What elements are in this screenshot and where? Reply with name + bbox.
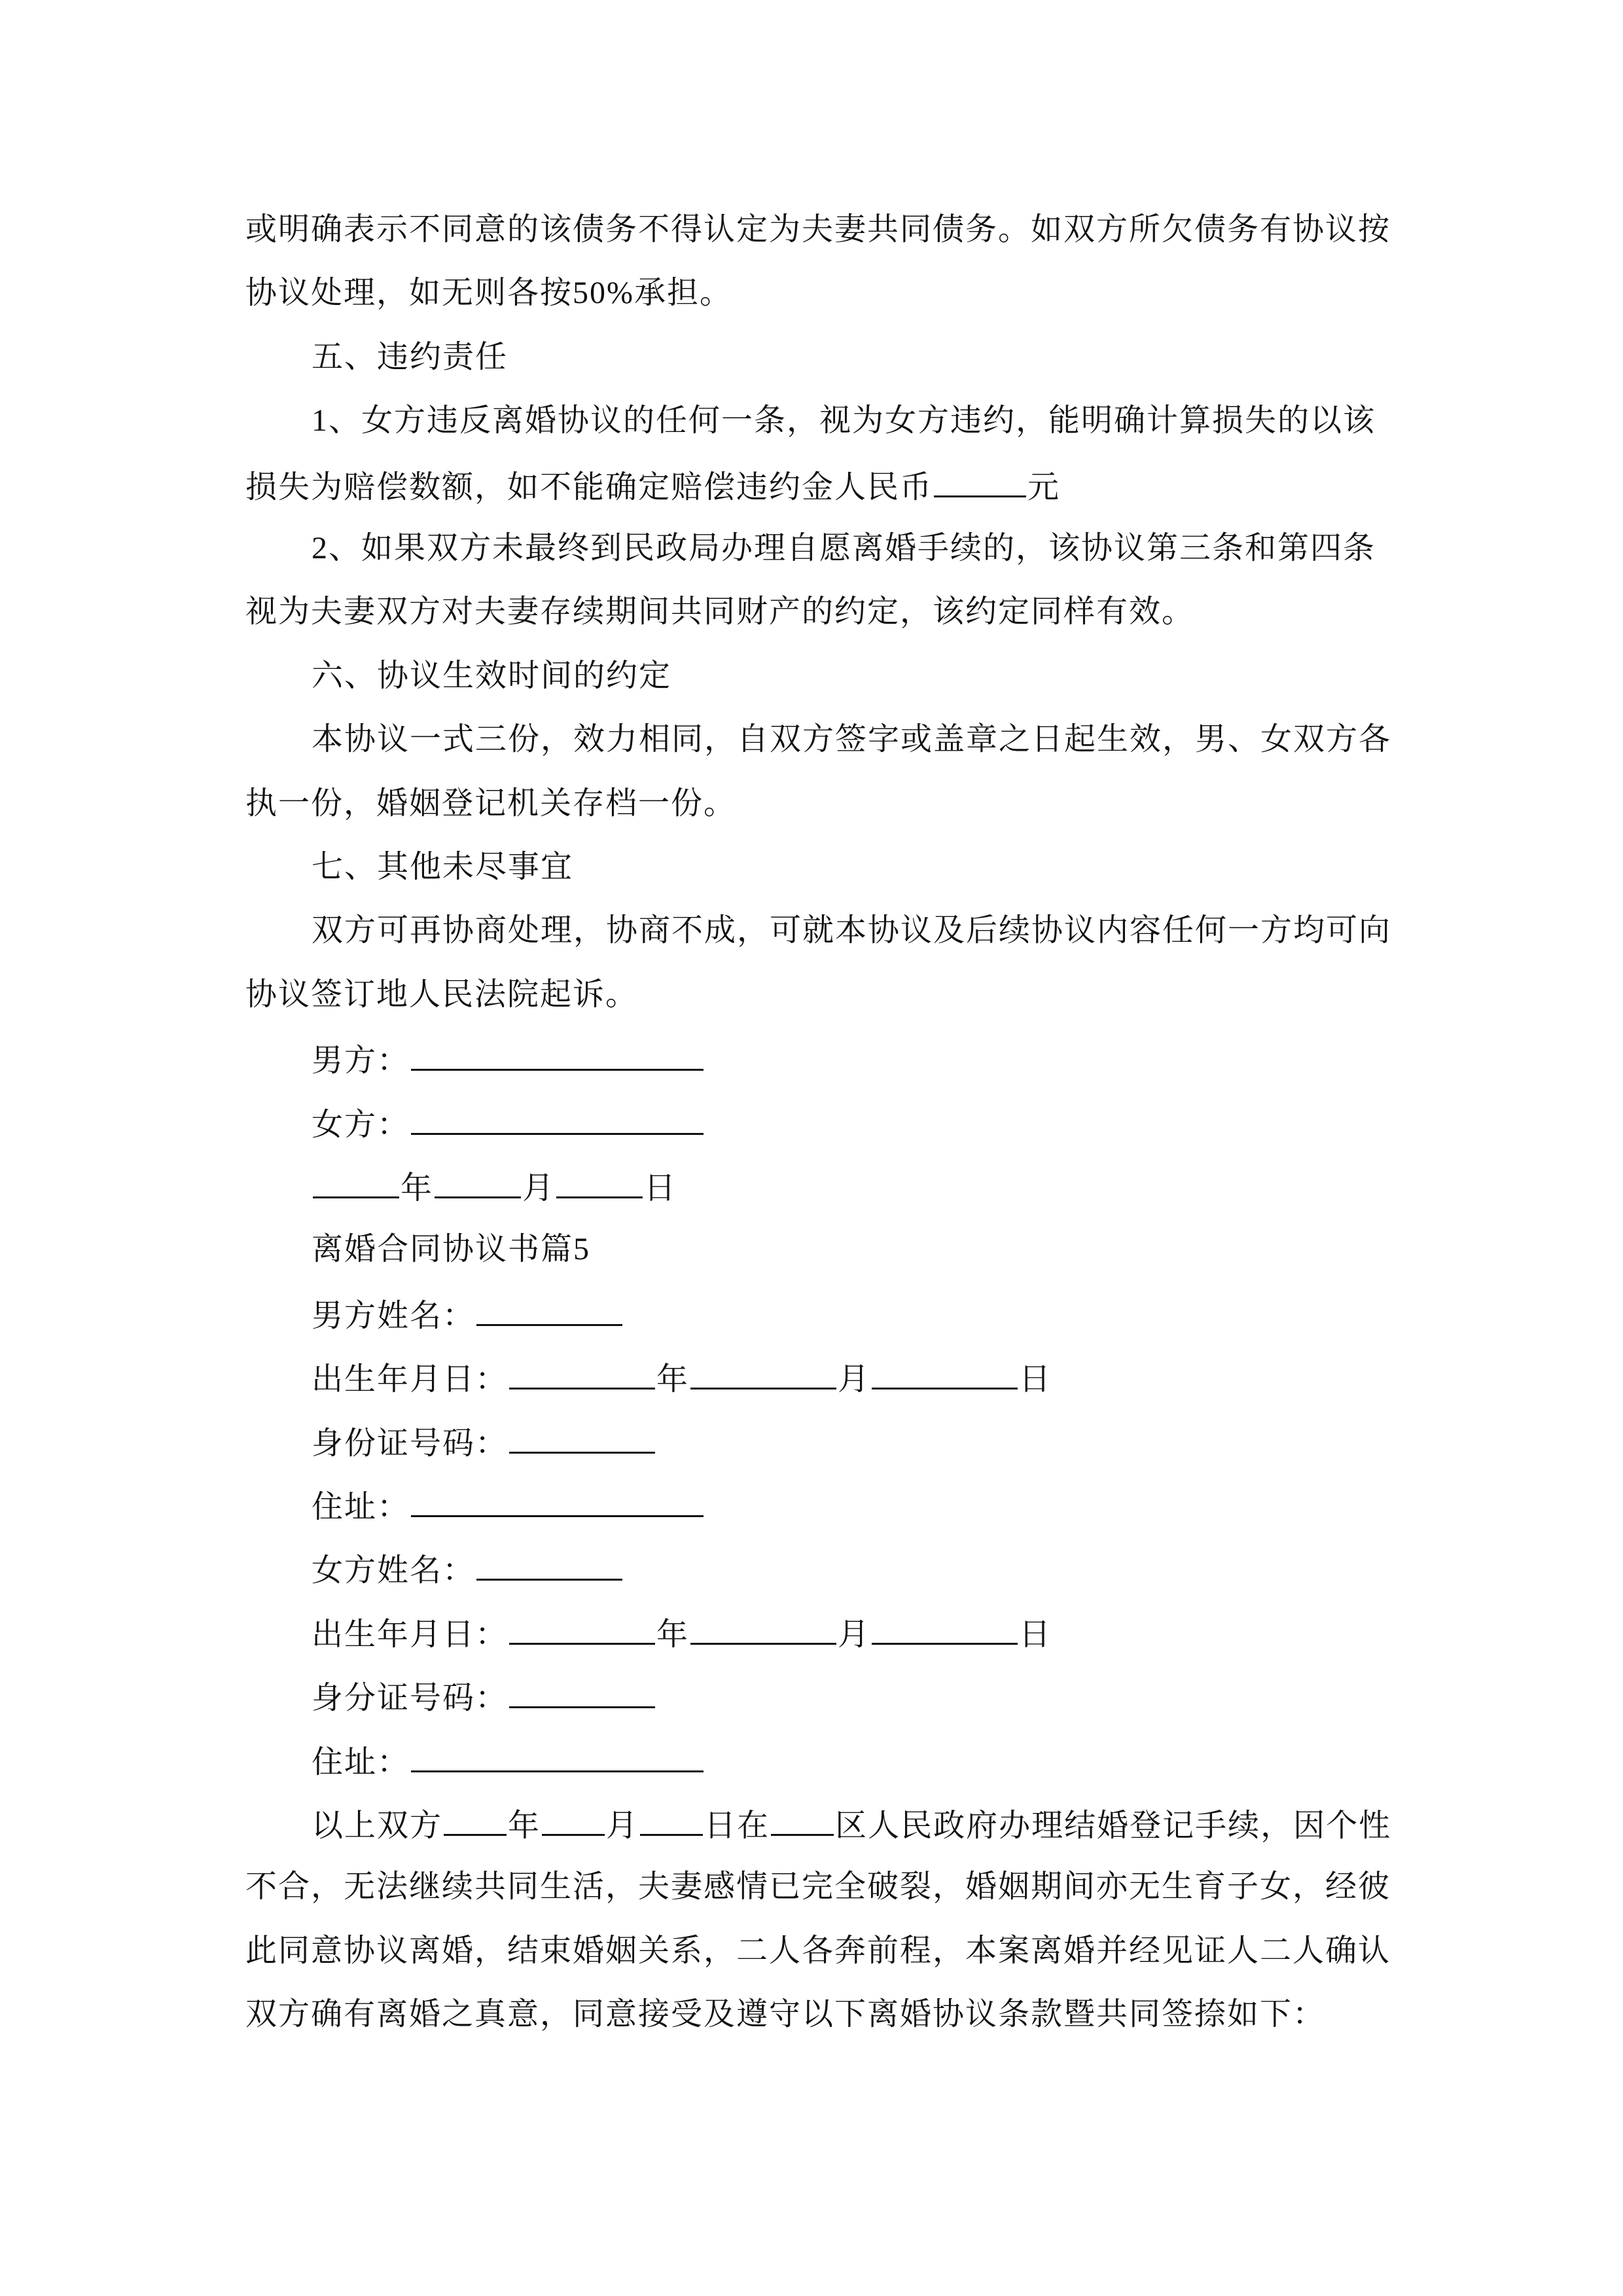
line-text: 年: [656, 1617, 690, 1652]
fill-in-blank[interactable]: [872, 1613, 1018, 1645]
document-line: [245, 784, 1374, 823]
line-text: 2、如果双方未最终到民政局办理自愿离婚手续的，该协议第三条和第四条: [312, 531, 1376, 565]
document-line: [245, 1166, 1374, 1206]
document-line: [245, 1995, 1374, 2034]
line-text: 出生年月日：: [312, 1617, 508, 1652]
document-line: [245, 1613, 1374, 1652]
line-text: 双方确有离婚之真意，同意接受及遵守以下离婚协议条款暨共同签捺如下：: [245, 1997, 1326, 2032]
line-text: 此同意协议离婚，结束婚姻关系，二人各奔前程，本案离婚并经见证人二人确认: [245, 1933, 1391, 1968]
fill-in-blank[interactable]: [542, 1804, 605, 1836]
fill-in-blank[interactable]: [872, 1357, 1018, 1390]
fill-in-blank[interactable]: [509, 1613, 655, 1645]
fill-in-blank[interactable]: [411, 1485, 704, 1517]
line-text: 女方：: [312, 1107, 410, 1142]
line-text: 住址：: [312, 1744, 410, 1780]
document-line: [245, 1549, 1374, 1588]
line-text: 协议签订地人民法院起诉。: [245, 977, 639, 1012]
line-text: 不合，无法继续共同生活，夫妻感情已完全破裂，婚姻期间亦无生育子女，经彼: [245, 1869, 1391, 1905]
document-line: [245, 1867, 1391, 1907]
line-text: 或明确表示不同意的该债务不得认定为夫妻共同债务。如双方所欠债务有协议按: [245, 212, 1391, 247]
line-text: 年: [656, 1362, 690, 1397]
document-line: [245, 1804, 1392, 1843]
line-text: 日在: [704, 1808, 770, 1843]
document-line: [245, 210, 1391, 249]
fill-in-blank[interactable]: [556, 1166, 643, 1198]
document-line: [245, 848, 1374, 887]
line-text: 男方姓名：: [312, 1298, 476, 1333]
line-text: 身分证号码：: [312, 1681, 508, 1716]
line-text: 日: [644, 1171, 677, 1206]
document-line: [245, 911, 1392, 950]
fill-in-blank[interactable]: [934, 465, 1026, 497]
fill-in-blank[interactable]: [435, 1166, 521, 1198]
line-text: 女方姓名：: [312, 1553, 476, 1588]
line-text: 六、协议生效时间的约定: [312, 658, 672, 693]
document-line: [245, 1422, 1374, 1461]
line-text: 五、违约责任: [312, 339, 508, 374]
line-text: 年: [401, 1171, 434, 1206]
document-line: [245, 1039, 1374, 1078]
fill-in-blank[interactable]: [313, 1166, 399, 1198]
line-text: 月: [838, 1362, 871, 1397]
fill-in-blank[interactable]: [444, 1804, 507, 1836]
line-text: 元: [1027, 469, 1061, 505]
line-text: 七、其他未尽事宜: [312, 850, 574, 884]
fill-in-blank[interactable]: [640, 1804, 703, 1836]
fill-in-blank[interactable]: [411, 1740, 704, 1772]
document-line: [245, 656, 1374, 696]
line-text: 男方：: [312, 1043, 410, 1079]
document-line: [245, 1294, 1374, 1333]
line-text: 日: [1019, 1362, 1052, 1397]
line-text: 月: [838, 1617, 871, 1652]
fill-in-blank[interactable]: [476, 1294, 622, 1326]
fill-in-blank[interactable]: [411, 1103, 704, 1135]
document-line: [245, 1931, 1391, 1971]
line-text: 执一份，婚姻登记机关存档一份。: [245, 785, 737, 821]
document-line: [245, 338, 1374, 377]
line-text: 协议处理，如无则各按50%承担。: [245, 276, 732, 311]
document-line: [245, 720, 1392, 759]
fill-in-blank[interactable]: [509, 1357, 655, 1390]
line-text: 年: [508, 1808, 541, 1843]
line-text: 日: [1019, 1617, 1052, 1652]
line-text: 身份证号码：: [312, 1426, 508, 1461]
line-text: 月: [522, 1171, 556, 1206]
fill-in-blank[interactable]: [690, 1613, 836, 1645]
line-text: 双方可再协商处理，协商不成，可就本协议及后续协议内容任何一方均可向: [312, 913, 1392, 948]
fill-in-blank[interactable]: [509, 1422, 655, 1454]
document-line: [245, 1103, 1374, 1142]
line-text: 出生年月日：: [312, 1362, 508, 1397]
line-text: 损失为赔偿数额，如不能确定赔偿违约金人民币: [245, 469, 933, 505]
line-text: 区人民政府办理结婚登记手续，因个性: [835, 1808, 1392, 1843]
line-text: 离婚合同协议书篇5: [312, 1232, 591, 1267]
fill-in-blank[interactable]: [476, 1549, 622, 1581]
document-line: [245, 274, 1374, 313]
line-text: 1、女方违反离婚协议的任何一条，视为女方违约，能明确计算损失的以该: [312, 403, 1376, 439]
document-line: [245, 1357, 1374, 1397]
document-line: [245, 592, 1374, 632]
fill-in-blank[interactable]: [690, 1357, 836, 1390]
fill-in-blank[interactable]: [771, 1804, 834, 1836]
line-text: 以上双方: [312, 1808, 443, 1843]
document-line: [245, 1485, 1374, 1524]
document-line: [245, 401, 1374, 440]
document-line: [245, 529, 1374, 568]
line-text: 本协议一式三份，效力相同，自双方签字或盖章之日起生效，男、女双方各: [312, 722, 1392, 757]
document-line: [245, 1676, 1374, 1715]
fill-in-blank[interactable]: [509, 1676, 655, 1708]
line-text: 月: [606, 1808, 639, 1843]
line-text: 住址：: [312, 1490, 410, 1524]
fill-in-blank[interactable]: [411, 1039, 704, 1071]
document-line: [245, 975, 1374, 1014]
document-line: [245, 1230, 1374, 1269]
document-line: [245, 465, 1374, 505]
line-text: 视为夫妻双方对夫妻存续期间共同财产的约定，该约定同样有效。: [245, 594, 1195, 630]
document-line: [245, 1740, 1374, 1780]
